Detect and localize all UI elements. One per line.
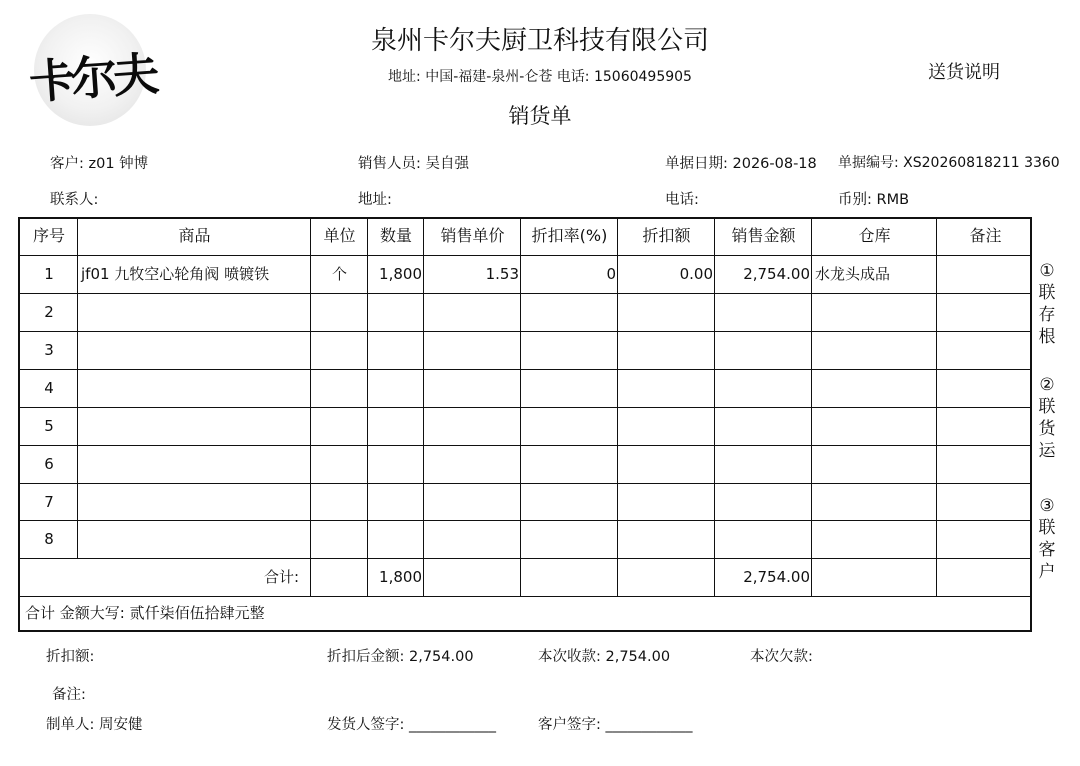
doc-date-field: 单据日期: 2026-08-18 (665, 156, 817, 172)
table-cell-no: 2 (44, 303, 54, 321)
column-header: 销售金额 (731, 226, 796, 245)
row-divider (20, 331, 1030, 332)
phone-field: 电话: (665, 192, 699, 208)
column-header: 折扣额 (642, 226, 691, 245)
table-cell-product: jf01 九牧空心轮角阀 喷镀铁 (81, 265, 270, 283)
table-cell-qty: 1,800 (379, 265, 422, 283)
address-field: 地址: (358, 192, 392, 208)
amount-in-words: 合计 金额大写: 贰仟柒佰伍拾肆元整 (25, 604, 265, 622)
row-divider (20, 558, 1030, 559)
table-cell-no: 4 (44, 379, 54, 397)
after-discount-field: 折扣后金额: 2,754.00 (327, 649, 474, 665)
row-divider (20, 520, 1030, 521)
row-divider (20, 255, 1030, 256)
table-cell-rate: 0 (606, 265, 616, 283)
table-cell-amount: 2,754.00 (743, 265, 810, 283)
table-cell-no: 3 (44, 341, 54, 359)
company-name: 泉州卡尔夫厨卫科技有限公司 (370, 26, 709, 56)
received-field: 本次收款: 2,754.00 (538, 649, 671, 665)
contact-field: 联系人: (50, 192, 99, 208)
maker-field: 制单人: 周安健 (46, 717, 143, 733)
logo-text: 卡尔夫 (27, 46, 157, 110)
delivery-note-link[interactable]: 送货说明 (928, 62, 1000, 83)
row-divider (20, 407, 1030, 408)
row-divider (20, 596, 1030, 597)
table-cell-no: 5 (44, 417, 54, 435)
table-cell-warehouse: 水龙头成品 (815, 265, 891, 283)
total-amount: 2,754.00 (743, 568, 810, 586)
row-divider (20, 445, 1030, 446)
currency-field: 币别: RMB (838, 192, 910, 208)
discount-field: 折扣额: (46, 649, 95, 665)
document-title: 销货单 (508, 104, 572, 128)
remarks-field: 备注: (52, 687, 86, 703)
column-header: 商品 (178, 226, 211, 245)
row-divider (20, 293, 1030, 294)
row-divider (20, 483, 1030, 484)
column-header: 备注 (969, 226, 1002, 245)
column-header: 序号 (32, 226, 65, 245)
copy-label-customer: ③ 联 客 户 (1038, 496, 1056, 582)
total-quantity: 1,800 (379, 568, 422, 586)
company-logo (28, 14, 156, 132)
row-divider (20, 369, 1030, 370)
customer-field: 客户: z01 钟博 (50, 156, 149, 172)
column-header: 数量 (379, 226, 412, 245)
column-header: 单位 (323, 226, 356, 245)
sales-table (18, 217, 1032, 632)
column-header: 仓库 (858, 226, 891, 245)
owed-field: 本次欠款: (750, 649, 813, 665)
customer-signature: 客户签字: ____________ (538, 717, 693, 733)
column-header: 折扣率(%) (531, 226, 608, 245)
shipper-signature: 发货人签字: ____________ (327, 717, 496, 733)
table-cell-no: 7 (44, 493, 54, 511)
table-cell-unit: 个 (331, 265, 347, 283)
copy-label-transport: ② 联 货 运 (1038, 375, 1056, 461)
table-cell-disc: 0.00 (679, 265, 713, 283)
doc-number-field: 单据编号: XS20260818211 3360 (838, 155, 1060, 171)
column-header: 销售单价 (440, 226, 505, 245)
table-cell-price: 1.53 (485, 265, 519, 283)
salesperson-field: 销售人员: 吴自强 (358, 156, 469, 172)
table-cell-no: 8 (44, 530, 54, 548)
table-cell-no: 6 (44, 455, 54, 473)
total-label: 合计: (263, 568, 299, 586)
table-cell-no: 1 (44, 265, 54, 283)
column-divider (811, 219, 812, 596)
copy-label-stub: ① 联 存 根 (1038, 261, 1056, 347)
company-address: 地址: 中国-福建-泉州-仑苍 电话: 15060495905 (388, 69, 692, 85)
